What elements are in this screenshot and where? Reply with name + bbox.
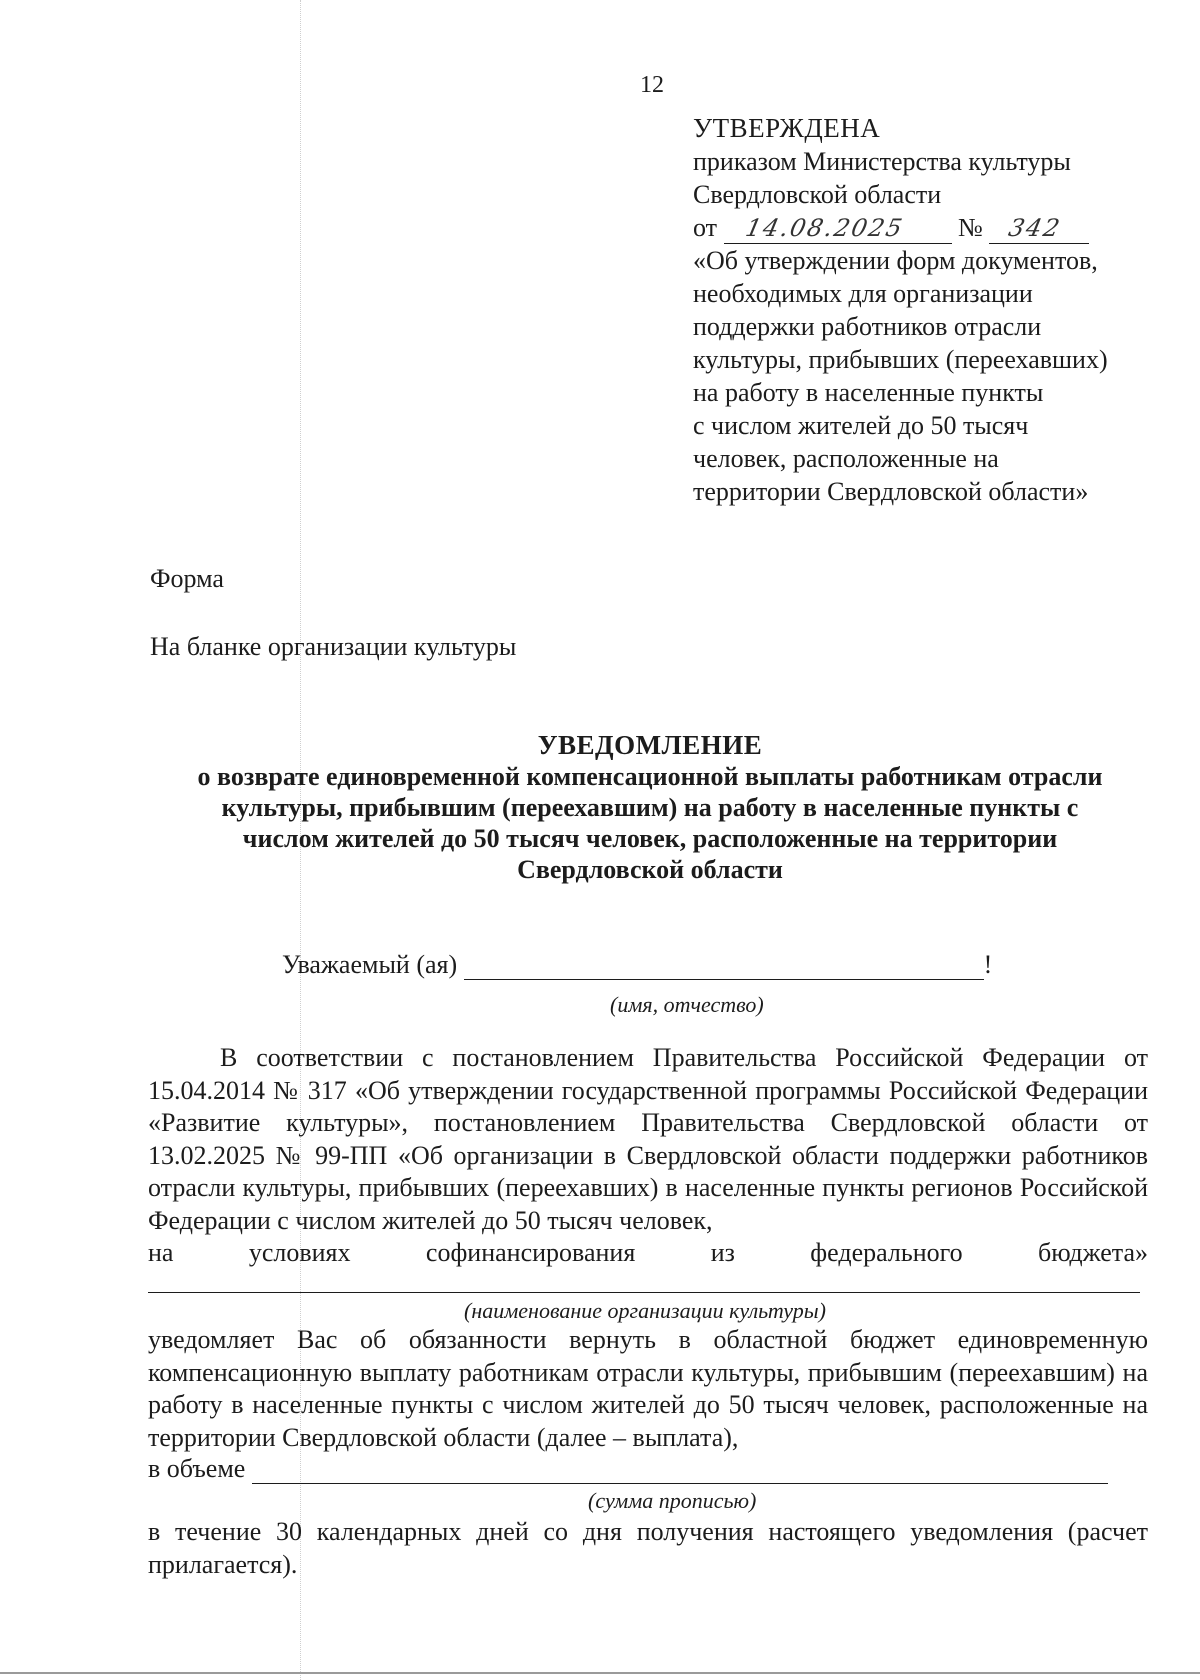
paragraph-1-text: В соответствии с постановлением Правительства Российской Федерации от 15.04.2014 № 317 «Об утверждении государственной программы Российской Федерации «Развитие культуры», постановлением Правительства Свердловской области от 13.02.2025 № 99-ПП «Об организации в Свердловской области поддержки работников отрасли культуры, прибывших (переехавших) в населенные пункты регионов Российской Федерации с числом жителей до 50 тысяч человек, [148,1043,1148,1235]
greeting-exclamation: ! [983,950,993,979]
amount-row [148,1454,1108,1484]
body-paragraph-1 [148,1042,1148,1270]
body-paragraph-3: в течение 30 календарных дней со дня получения настоящего уведомления (расчет прилагается). [148,1517,1148,1579]
notice-subtitle-line: Свердловской области [517,855,783,884]
approval-subject-line: человек, расположенные на [693,444,999,473]
number-field [989,216,1089,244]
organization-name-field [148,1292,1140,1293]
approval-line-1: приказом Министерства культуры [693,147,1071,176]
form-label: Форма [150,564,224,593]
name-caption: (имя, отчество) [610,992,764,1017]
notice-title: УВЕДОМЛЕНИЕ [537,730,763,760]
approval-line-2: Свердловской области [693,180,942,209]
approval-status: УТВЕРЖДЕНА [693,113,881,143]
approval-block [693,112,1173,508]
amount-field [252,1459,1108,1484]
approval-subject-line: «Об утверждении форм документов, [693,246,1098,275]
approval-subject-line: территории Свердловской области» [693,477,1089,506]
date-prefix: от [693,213,718,242]
amount-caption: (сумма прописью) [588,1488,757,1513]
notice-title-block [120,730,1180,885]
blank-label: На бланке организации культуры [150,632,517,661]
date-field [724,216,952,244]
scan-bottom-edge [0,1672,1200,1674]
paragraph-1-last-line: на условиях софинансирования из федерального бюджета» [148,1238,1148,1267]
notice-subtitle-line: культуры, прибывшим (переехавшим) на работу в населенные пункты с [221,793,1079,822]
recipient-name-field [464,955,984,980]
approval-subject-line: необходимых для организации [693,279,1033,308]
body-paragraph-2: уведомляет Вас об обязанности вернуть в областной бюджет единовременную компенсационную выплату работникам отрасли культуры, прибывшим (переехавшим) на работу в населенные пункты с числом жителей до 50 тысяч человек, расположенные на территории Свердловской области (далее – выплата), [148,1325,1148,1452]
notice-subtitle-line: числом жителей до 50 тысяч человек, расположенные на территории [242,824,1058,853]
number-prefix: № [958,213,983,242]
greeting-row [282,950,992,980]
organization-caption: (наименование организации культуры) [464,1298,826,1323]
amount-prefix: в объеме [148,1454,246,1483]
greeting-text: Уважаемый (ая) [282,950,458,979]
notice-subtitle-line: о возврате единовременной компенсационной выплаты работникам отрасли [197,762,1103,791]
approval-subject-line: культуры, прибывших (переехавших) [693,345,1108,374]
approval-subject-line: поддержки работников отрасли [693,312,1042,341]
approval-date-row [693,211,1173,244]
handwritten-date: 14.08.2025 [742,214,907,242]
page-number: 12 [640,72,664,98]
approval-subject-line: на работу в населенные пункты [693,378,1044,407]
handwritten-number: 342 [1006,214,1065,242]
approval-subject-line: с числом жителей до 50 тысяч [693,411,1029,440]
